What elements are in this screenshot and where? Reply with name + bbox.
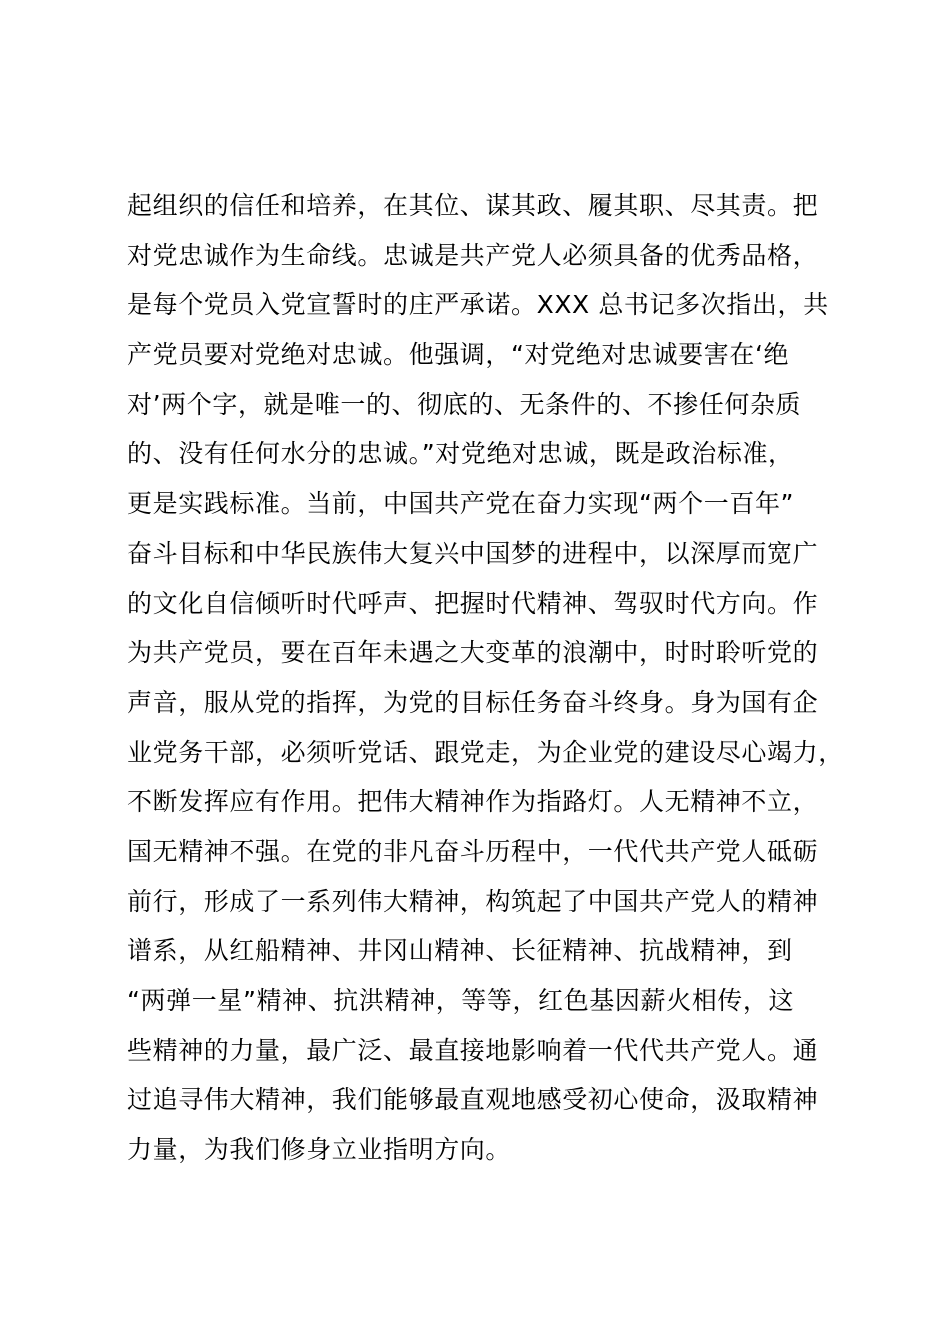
text-line: 业党务干部，必须听党话、跟党走，为企业党的建设尽心竭力， — [127, 737, 844, 767]
text-line: 对党忠诚作为生命线。忠诚是共产党人必须具备的优秀品格， — [127, 240, 819, 270]
text-line: 是每个党员入党宣誓时的庄严承诺。XXX 总书记多次指出，共 — [127, 290, 829, 320]
text-line: 过追寻伟大精神，我们能够最直观地感受初心使命，汲取精神 — [127, 1085, 819, 1115]
text-line: 的文化自信倾听时代呼声、把握时代精神、驾驭时代方向。作 — [127, 588, 819, 618]
text-line: 谱系，从红船精神、井冈山精神、长征精神、抗战精神，到 — [127, 936, 793, 966]
text-line: 力量，为我们修身立业指明方向。 — [127, 1135, 512, 1165]
text-line: 产党员要对党绝对忠诚。他强调，“对党绝对忠诚要害在‘绝 — [127, 340, 790, 370]
text-line: 更是实践标准。当前，中国共产党在奋力实现“两个一百年” — [127, 489, 795, 519]
text-line: “两弹一星”精神、抗洪精神，等等，红色基因薪火相传，这 — [127, 986, 795, 1015]
text-line: 前行，形成了一系列伟大精神，构筑起了中国共产党人的精神 — [127, 886, 819, 916]
text-line: 起组织的信任和培养，在其位、谋其政、履其职、尽其责。把 — [127, 191, 819, 220]
text-line: 声音，服从党的指挥，为党的目标任务奋斗终身。身为国有企 — [127, 687, 819, 717]
body-paragraph — [127, 181, 867, 1175]
text-line: 国无精神不强。在党的非凡奋斗历程中，一代代共产党人砥砺 — [127, 836, 819, 866]
text-line: 些精神的力量，最广泛、最直接地影响着一代代共产党人。通 — [127, 1035, 819, 1065]
text-line: 对’两个字，就是唯一的、彻底的、无条件的、不掺任何杂质 — [127, 389, 802, 419]
text-line: 的、没有任何水分的忠诚。”对党绝对忠诚，既是政治标准， — [127, 439, 794, 469]
text-line: 不断发挥应有作用。把伟大精神作为指路灯。人无精神不立， — [127, 787, 819, 817]
text-line: 奋斗目标和中华民族伟大复兴中国梦的进程中，以深厚而宽广 — [127, 538, 819, 568]
text-line: 为共产党员，要在百年未遇之大变革的浪潮中，时时聆听党的 — [127, 638, 819, 668]
